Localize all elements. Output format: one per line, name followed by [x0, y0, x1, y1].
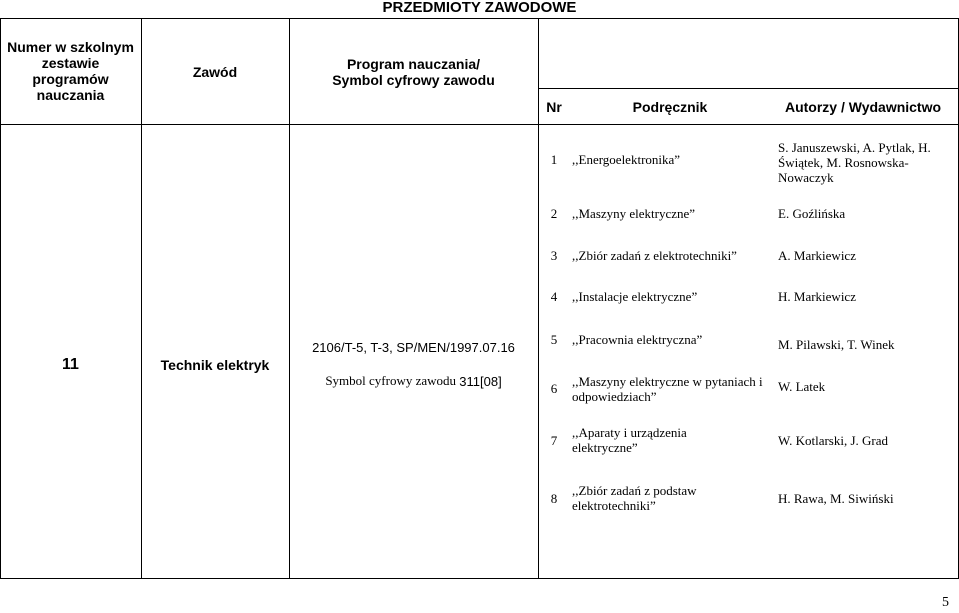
book-nr: 6: [550, 380, 558, 396]
book-authors: M. Pilawski, T. Winek: [778, 336, 895, 352]
page-title: PRZEDMIOTY ZAWODOWE: [382, 0, 577, 16]
program-code: 2106/T-5, T-3, SP/MEN/1997.07.16: [312, 339, 515, 355]
book-authors: H. Rawa, M. Siwiński: [778, 490, 894, 506]
program-number: 11: [62, 356, 79, 373]
header-nr: Nr: [546, 99, 562, 115]
column-divider-2: [289, 18, 290, 579]
book-nr: 2: [550, 205, 558, 221]
book-title: ,,Pracownia elektryczna”: [572, 331, 703, 347]
column-divider-1: [141, 18, 142, 579]
book-title: ,,Zbiór zadań z podstaw elektrotechniki”: [572, 483, 697, 513]
table-bottom-border: [0, 578, 959, 579]
book-authors: W. Latek: [778, 378, 826, 394]
symbol-line: [291, 371, 536, 391]
table-left-border: [0, 18, 1, 579]
page-number: 5: [942, 595, 949, 610]
header-program: Program nauczania/ Symbol cyfrowy zawodu: [332, 56, 495, 88]
book-title: ,,Zbiór zadań z elektrotechniki”: [572, 247, 737, 263]
header-numer: Numer w szkolnym zestawie programów nauczania: [7, 39, 134, 103]
symbol-value: 311[08]: [459, 373, 502, 389]
book-authors: H. Markiewicz: [778, 288, 856, 304]
book-authors: W. Kotlarski, J. Grad: [778, 432, 889, 448]
book-nr: 3: [550, 247, 558, 263]
book-title: ,,Maszyny elektryczne w pytaniach i odpowiedziach”: [572, 374, 763, 404]
symbol-label: Symbol cyfrowy zawodu: [325, 373, 457, 388]
book-nr: 7: [550, 432, 558, 448]
book-nr: 5: [550, 331, 558, 347]
book-nr: 4: [550, 288, 558, 304]
header-split-line: [538, 88, 959, 89]
header-bottom-line: [0, 124, 959, 125]
book-title: ,,Instalacje elektryczne”: [572, 288, 698, 304]
book-title: ,,Energoelektronika”: [572, 151, 681, 167]
book-authors: S. Januszewski, A. Pytlak, H. Świątek, M. Rosnowska-Nowaczyk: [778, 140, 931, 185]
book-nr: 1: [550, 151, 558, 167]
book-title: ,,Aparaty i urządzenia elektryczne”: [572, 425, 687, 455]
table-top-border: [0, 18, 959, 19]
book-nr: 8: [550, 490, 558, 506]
profession-name: Technik elektryk: [160, 357, 270, 373]
book-authors: E. Goźlińska: [778, 205, 846, 221]
header-podrecznik: Podręcznik: [632, 99, 708, 115]
book-authors: A. Markiewicz: [778, 247, 856, 263]
header-zawod: Zawód: [192, 64, 238, 80]
book-title: ,,Maszyny elektryczne”: [572, 205, 696, 221]
header-autorzy: Autorzy / Wydawnictwo: [784, 99, 942, 115]
column-divider-3: [538, 18, 539, 579]
